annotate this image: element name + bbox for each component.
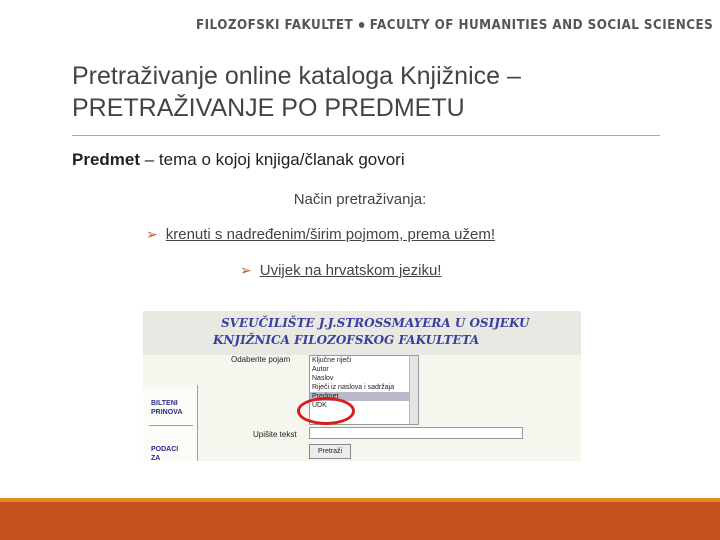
banner-university-name: SVEUČILIŠTE J.J.STROSSMAYERA U OSIJEKU <box>221 316 530 330</box>
listbox-option-selected[interactable]: Predmet <box>310 392 418 401</box>
brand-right-text: FACULTY OF HUMANITIES AND SOCIAL SCIENCES <box>369 18 714 33</box>
footer-accent-stripe <box>0 498 720 502</box>
catalog-sidebar <box>143 385 198 461</box>
listbox-option[interactable]: Naslov <box>312 375 334 382</box>
sidebar-item-label: PODACI <box>151 446 179 453</box>
faculty-brand-header <box>196 18 714 40</box>
slide-title-line-2: PRETRAŽIVANJE PO PREDMETU <box>72 94 465 122</box>
sidebar-item-data[interactable] <box>151 445 178 461</box>
listbox-option[interactable]: Autor <box>312 366 329 373</box>
brand-separator-dot <box>359 22 365 28</box>
definition-body: – tema o kojoj knjiga/članak govori <box>140 150 405 169</box>
listbox-scrollbar[interactable] <box>409 356 418 424</box>
bullet-item <box>146 226 495 243</box>
library-banner <box>143 311 581 355</box>
search-text-input[interactable] <box>309 427 523 439</box>
bullet-text: Uvijek na hrvatskom jeziku! <box>259 262 442 279</box>
definition-text <box>72 150 405 170</box>
slide-title <box>72 60 521 124</box>
search-button[interactable]: Pretraži <box>309 444 351 459</box>
listbox-option[interactable]: UDK <box>312 402 327 409</box>
title-divider <box>72 135 660 136</box>
arrow-bullet-icon: ➢ <box>146 226 158 242</box>
enter-text-label: Upišite tekst <box>253 430 297 439</box>
sidebar-item-label: ZA <box>151 455 161 461</box>
sidebar-item-label: BILTENI <box>151 400 178 407</box>
bullet-text: krenuti s nadređenim/širim pojmom, prema užem! <box>165 226 496 243</box>
brand-left-text: FILOZOFSKI FAKULTET <box>196 18 354 33</box>
choose-term-label: Odaberite pojam <box>231 355 291 364</box>
sidebar-item-label: PRINOVA <box>151 409 183 416</box>
listbox-option[interactable]: Ključne riječi <box>312 357 352 364</box>
slide-title-line-1: Pretraživanje online kataloga Knjižnice – <box>72 62 521 90</box>
listbox-option[interactable]: Riječi iz naslova i sadržaja <box>312 384 395 391</box>
highlight-circle <box>297 397 355 425</box>
definition-term: Predmet <box>72 150 141 169</box>
banner-library-name: KNJIŽNICA FILOZOFSKOG FAKULTETA <box>213 333 480 347</box>
sidebar-item-bulletins[interactable] <box>151 399 182 417</box>
search-method-label: Način pretraživanja: <box>293 191 427 208</box>
footer-accent-bar <box>0 498 720 540</box>
catalog-search-screenshot <box>143 311 581 461</box>
bullet-item <box>240 262 441 279</box>
sidebar-divider <box>149 425 193 426</box>
arrow-bullet-icon: ➢ <box>240 262 252 278</box>
